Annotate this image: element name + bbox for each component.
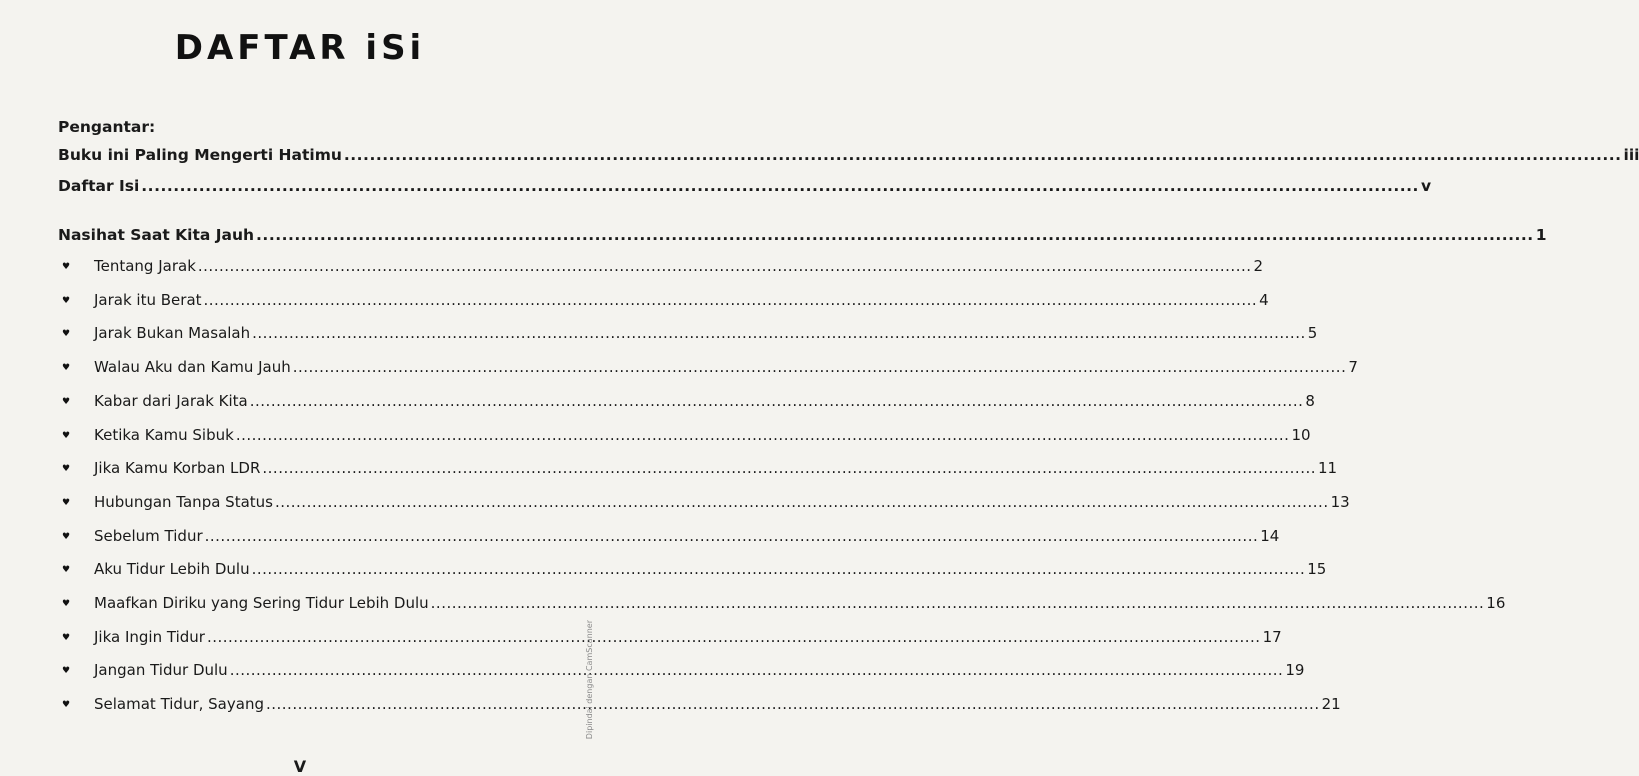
leader-dots: ........................................................................................................................................................................................................ [274,493,1329,511]
toc-entry-page: iii [1623,146,1639,164]
toc-item-title: Sebelum Tidur [94,527,203,545]
toc-item [94,594,1506,612]
heart-bullet-icon: ♥ [62,599,71,609]
leader-dots: ........................................................................................................................................................................................................ [229,661,1284,679]
toc-item-page: 5 [1307,324,1318,342]
toc-item-page: 16 [1486,594,1506,612]
toc-item [94,560,1327,578]
heart-bullet-icon: ♥ [62,633,71,643]
heart-bullet-icon: ♥ [62,666,71,676]
toc-item [94,628,1282,646]
heart-bullet-icon: ♥ [62,565,71,575]
toc-item-title: Kabar dari Jarak Kita [94,392,248,410]
toc-item-page: 21 [1321,695,1341,713]
toc-item [94,324,1318,342]
toc-item [94,459,1338,477]
heart-bullet-icon: ♥ [62,329,71,339]
toc-entry-main [58,146,1639,164]
toc-item-title: Jarak itu Berat [94,291,202,309]
toc-item-page: 10 [1291,426,1311,444]
heart-bullet-icon: ♥ [62,464,71,474]
section-label-pengantar: Pengantar: [58,118,156,136]
heart-bullet-icon: ♥ [62,397,71,407]
toc-item [94,291,1269,309]
toc-item-title: Jika Ingin Tidur [94,628,205,646]
toc-item [94,358,1358,376]
toc-entry-chapter [58,226,1547,244]
leader-dots: ........................................................................................................................................................................................................ [197,257,1252,275]
leader-dots: ........................................................................................................................................................................................................ [141,177,1419,195]
toc-item-title: Jika Kamu Korban LDR [94,459,261,477]
page-number: V [293,757,307,776]
toc-item-page: 17 [1262,628,1282,646]
scanner-watermark: Dipindai dengan CamScanner [585,620,594,740]
toc-entry-page: 1 [1535,226,1547,244]
page-title: DAFTAR iSi [174,28,426,68]
toc-item-page: 11 [1318,459,1338,477]
toc-item [94,392,1315,410]
toc-item-page: 19 [1285,661,1305,679]
heart-bullet-icon: ♥ [62,700,71,710]
toc-item-title: Hubungan Tanpa Status [94,493,273,511]
toc-item [94,695,1341,713]
toc-item [94,661,1305,679]
leader-dots: ........................................................................................................................................................................................................ [252,324,1306,342]
toc-item-page: 7 [1348,358,1358,376]
toc-item-page: 14 [1260,527,1280,545]
toc-item-title: Maafkan Diriku yang Sering Tidur Lebih Dulu [94,594,429,612]
heart-bullet-icon: ♥ [62,498,71,508]
leader-dots: ........................................................................................................................................................................................................ [204,527,1259,545]
leader-dots: ........................................................................................................................................................................................................ [251,560,1306,578]
toc-item [94,527,1280,545]
leader-dots: ........................................................................................................................................................................................................ [203,291,1258,309]
toc-item-title: Selamat Tidur, Sayang [94,695,264,713]
toc-item-title: Jangan Tidur Dulu [94,661,228,679]
leader-dots: ........................................................................................................................................................................................................ [292,358,1347,376]
leader-dots: ........................................................................................................................................................................................................ [235,426,1290,444]
toc-item-page: 2 [1253,257,1264,275]
toc-entry-main [58,177,1432,195]
heart-bullet-icon: ♥ [62,296,71,306]
heart-bullet-icon: ♥ [62,262,71,272]
leader-dots: ........................................................................................................................................................................................................ [256,226,1534,244]
leader-dots: ........................................................................................................................................................................................................ [343,146,1622,164]
toc-entry-title: Nasihat Saat Kita Jauh [58,226,255,244]
toc-item-page: 8 [1305,392,1315,410]
leader-dots: ........................................................................................................................................................................................................ [262,459,1317,477]
heart-bullet-icon: ♥ [62,532,71,542]
toc-item-title: Walau Aku dan Kamu Jauh [94,358,291,376]
leader-dots: ........................................................................................................................................................................................................ [430,594,1485,612]
toc-item-page: 4 [1259,291,1269,309]
toc-item-page: 15 [1307,560,1327,578]
heart-bullet-icon: ♥ [62,431,71,441]
toc-item [94,257,1264,275]
heart-bullet-icon: ♥ [62,363,71,373]
toc-entry-title: Daftar Isi [58,177,140,195]
toc-item [94,493,1350,511]
leader-dots: ........................................................................................................................................................................................................ [249,392,1304,410]
toc-entry-page: v [1420,177,1432,195]
toc-item-page: 13 [1330,493,1350,511]
toc-item-title: Jarak Bukan Masalah [94,324,251,342]
leader-dots: ........................................................................................................................................................................................................ [265,695,1320,713]
leader-dots: ........................................................................................................................................................................................................ [206,628,1261,646]
toc-item-title: Aku Tidur Lebih Dulu [94,560,250,578]
toc-item [94,426,1311,444]
toc-item-title: Tentang Jarak [94,257,196,275]
toc-entry-title: Buku ini Paling Mengerti Hatimu [58,146,342,164]
toc-item-title: Ketika Kamu Sibuk [94,426,234,444]
